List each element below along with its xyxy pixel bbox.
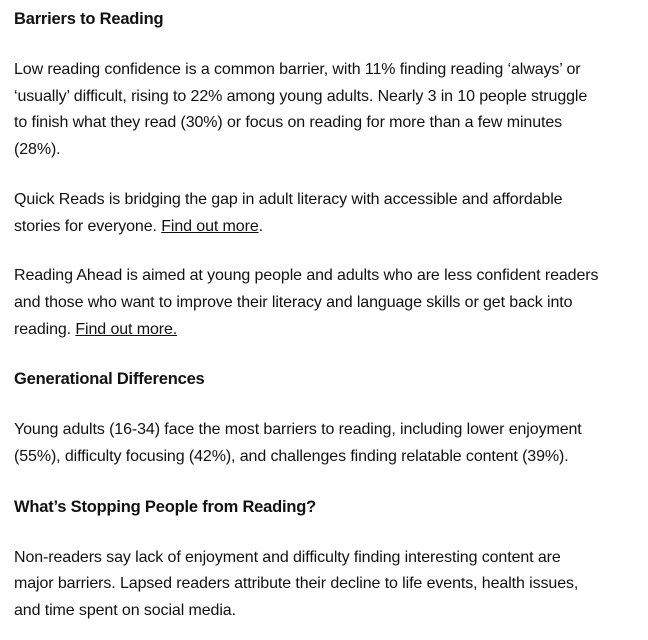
text-line: major barriers. Lapsed readers attribute their decline to life events, health issues, — [14, 575, 579, 593]
text-line: and those who want to improve their literacy and language skills or get back into — [14, 293, 573, 311]
paragraph-non-readers — [14, 545, 634, 625]
paragraph-confidence — [14, 57, 634, 164]
paragraph-reading-ahead — [14, 263, 634, 343]
text-line: Non-readers say lack of enjoyment and difficulty finding interesting content are — [14, 548, 561, 566]
text-line — [14, 214, 634, 241]
text-line: ‘usually’ difficult, rising to 22% among young adults. Nearly 3 in 10 people struggle — [14, 87, 588, 105]
reading-ahead-find-out-more-link[interactable]: Find out more. — [75, 320, 178, 338]
text-line: to finish what they read (30%) or focus on reading for more than a few minutes — [14, 114, 563, 132]
text-line: Young adults (16-34) face the most barriers to reading, including lower enjoyment — [14, 421, 582, 439]
text-line — [14, 317, 634, 344]
paragraph-quick-reads — [14, 187, 634, 240]
heading-whats-stopping: What’s Stopping People from Reading? — [14, 497, 317, 516]
text-line: (28%). — [14, 141, 61, 159]
text-line: Quick Reads is bridging the gap in adult literacy with accessible and affordable — [14, 190, 563, 208]
text-line: (55%), difficulty focusing (42%), and challenges finding relatable content (39%). — [14, 448, 569, 466]
heading-generational: Generational Differences — [14, 370, 205, 389]
quick-reads-find-out-more-link[interactable]: Find out more — [161, 217, 259, 235]
text-line: Low reading confidence is a common barrier, with 11% finding reading ‘always’ or — [14, 61, 581, 78]
text: reading. — [14, 320, 76, 338]
heading-barriers: Barriers to Reading — [14, 10, 164, 28]
text: . — [258, 217, 263, 235]
paragraph-young-adults — [14, 417, 634, 470]
text-line: Reading Ahead is aimed at young people and adults who are less confident readers — [14, 267, 599, 285]
text: stories for everyone. — [14, 217, 162, 235]
text-line: and time spent on social media. — [14, 602, 236, 620]
